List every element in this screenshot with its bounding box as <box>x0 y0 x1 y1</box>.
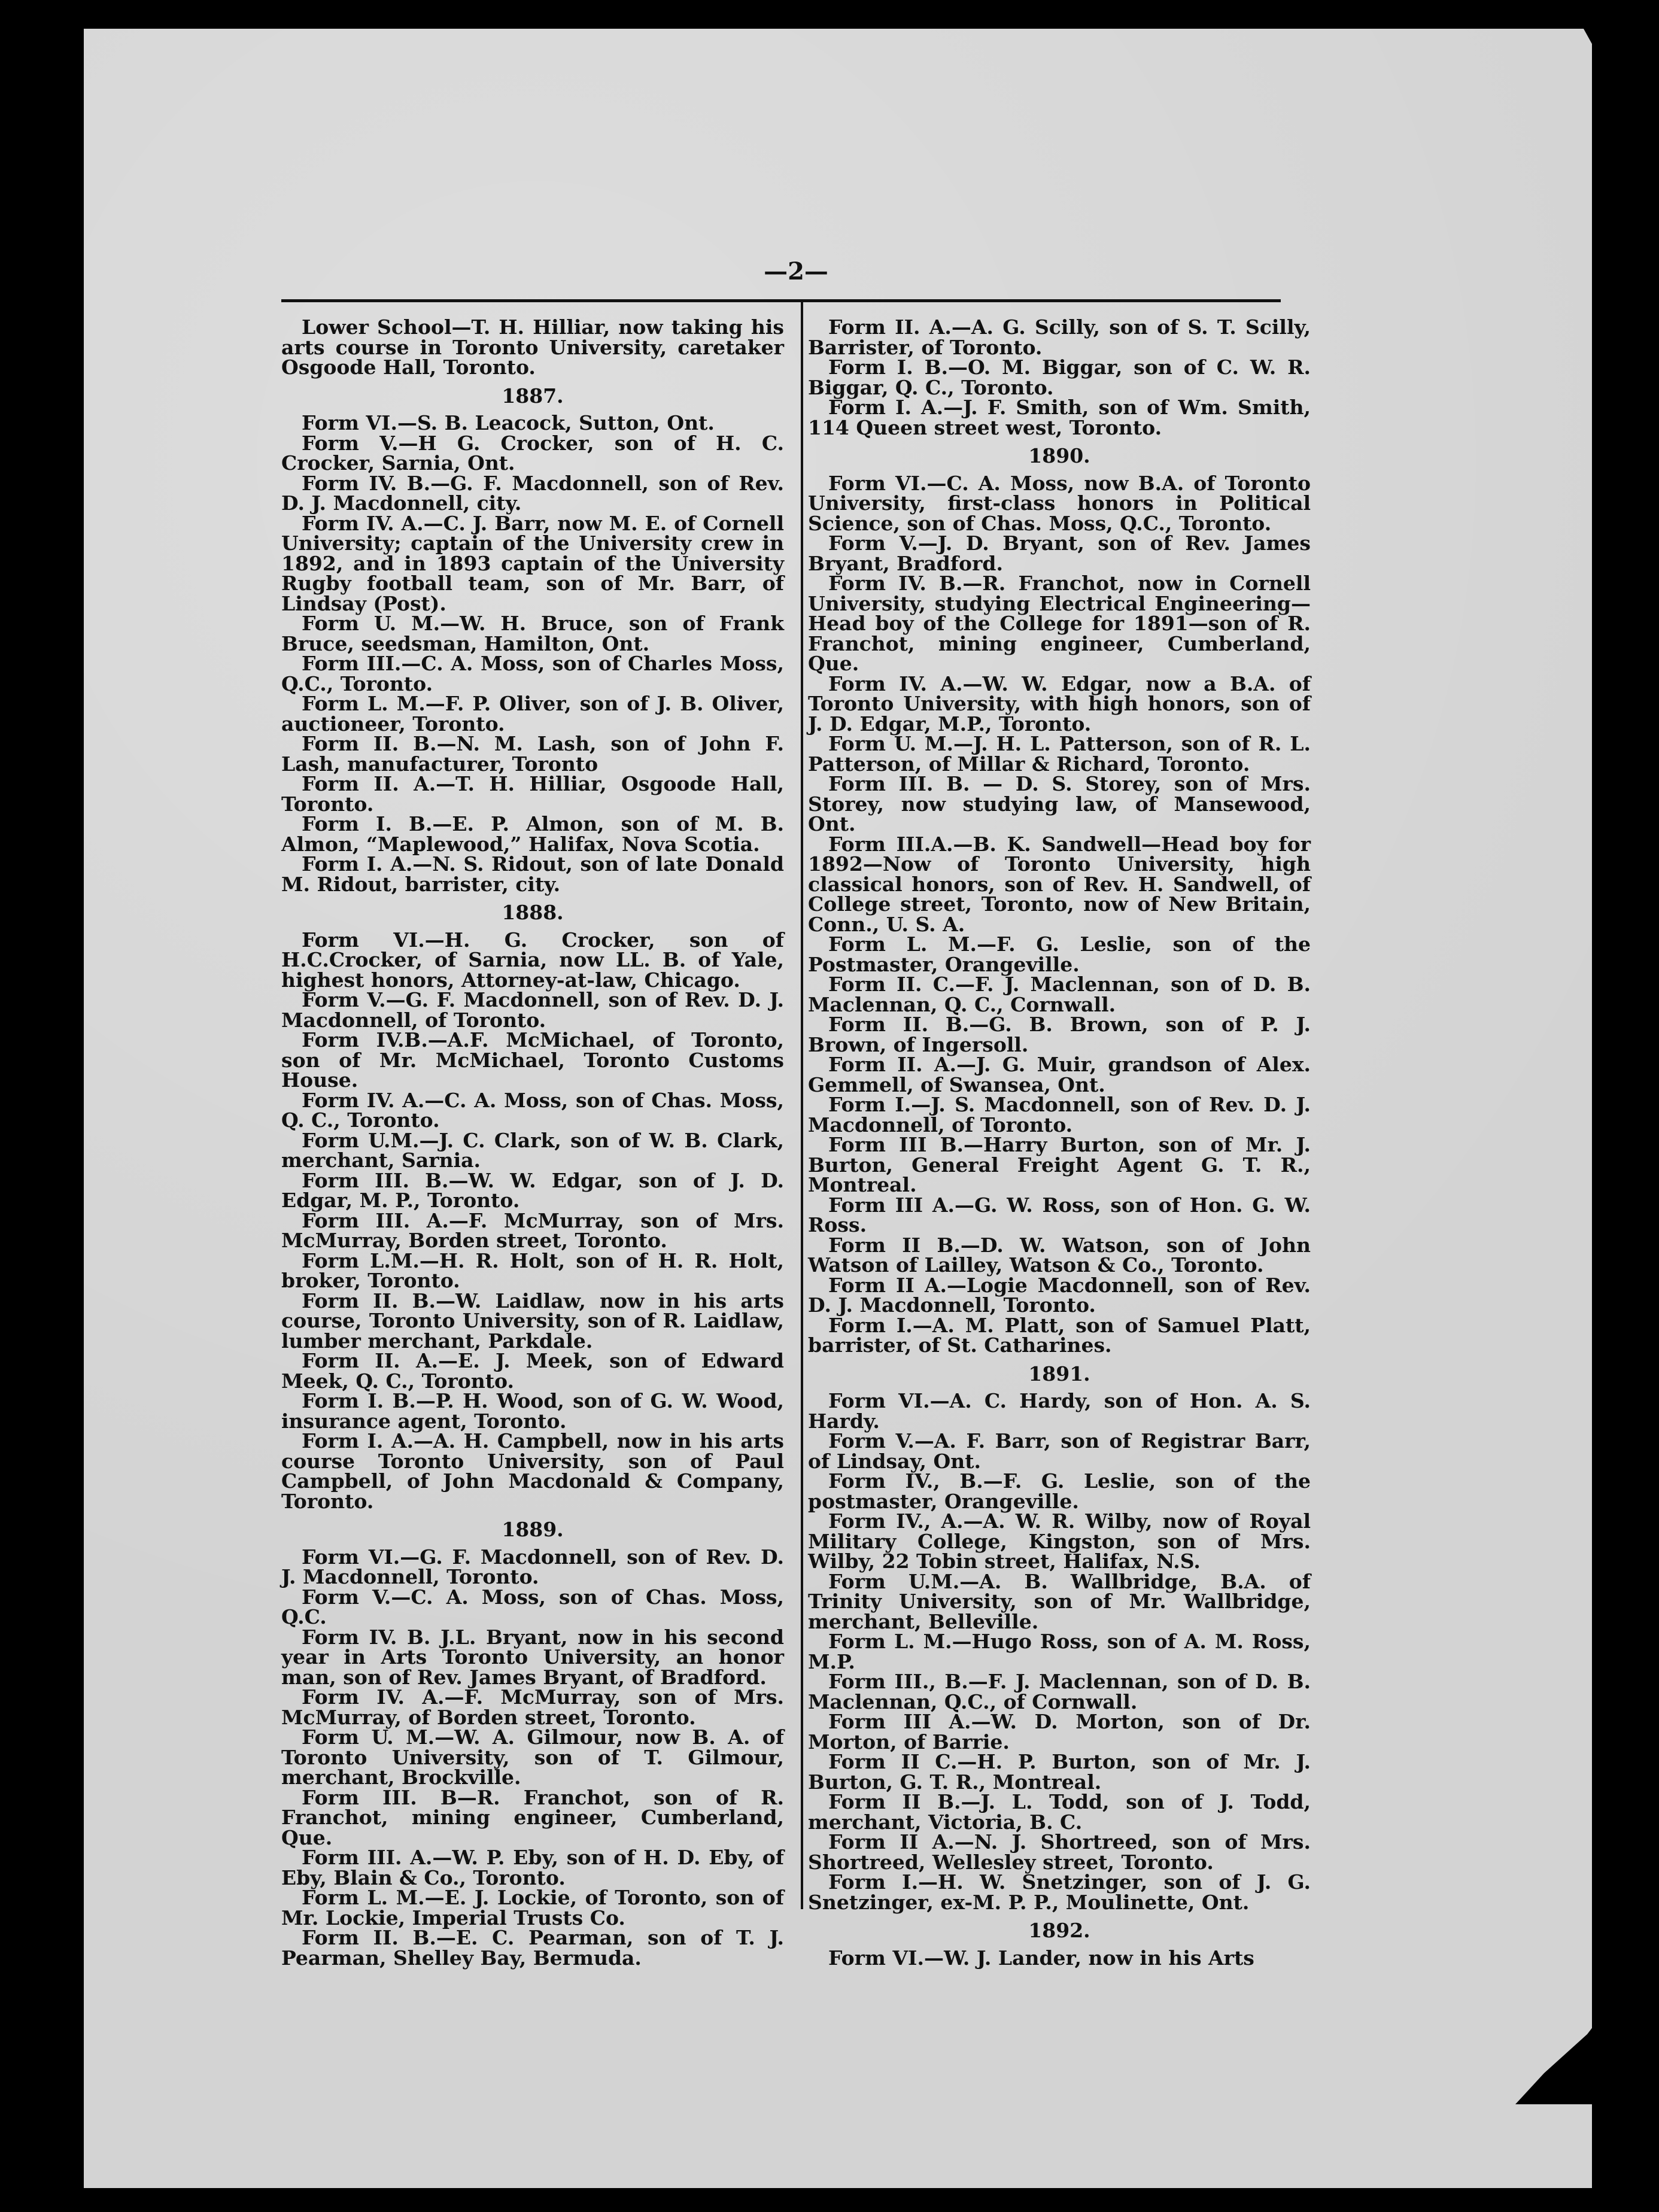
roll-entry: Form VI.—H. G. Crocker, son of H.C.Crocker, of Sarnia, now LL. B. of Yale, highest honors, Attorney-at-law, Chicago. <box>281 928 784 992</box>
header-rule <box>281 299 1281 302</box>
roll-entry: Form I. A.—J. F. Smith, son of Wm. Smith, 114 Queen street west, Toronto. <box>808 396 1311 439</box>
roll-entry: Form II B.—D. W. Watson, son of John Watson of Lailley, Watson & Co., Toronto. <box>808 1233 1311 1277</box>
roll-entry: Form U. M.—J. H. L. Patterson, son of R. L. Patterson, of Millar & Richard, Toronto. <box>808 732 1311 776</box>
roll-entry: Form III A.—G. W. Ross, son of Hon. G. W. Ross. <box>808 1193 1311 1236</box>
roll-entry: Form I. A.—A. H. Campbell, now in his arts course Toronto University, son of Paul Campbell, of John Macdonald & Company, Toronto. <box>281 1429 784 1513</box>
roll-entry: Form V.—C. A. Moss, son of Chas. Moss, Q.C. <box>281 1585 784 1628</box>
roll-entry: Form II B.—J. L. Todd, son of J. Todd, merchant, Victoria, B. C. <box>808 1790 1311 1834</box>
roll-entry: Form V.—A. F. Barr, son of Registrar Barr, of Lindsay, Ont. <box>808 1429 1311 1473</box>
roll-entry: Form II A.—N. J. Shortreed, son of Mrs. Shortreed, Wellesley street, Toronto. <box>808 1830 1311 1874</box>
year-heading: 1889. <box>502 1518 564 1541</box>
roll-entry: Form V.—J. D. Bryant, son of Rev. James Bryant, Bradford. <box>808 531 1311 575</box>
roll-entry: Form IV.B.—A.F. McMichael, of Toronto, son of Mr. McMichael, Toronto Customs House. <box>281 1028 784 1092</box>
roll-entry: Form IV. B.—G. F. Macdonnell, son of Rev. D. J. Macdonnell, city. <box>281 471 784 515</box>
roll-entry: Form U. M.—W. A. Gilmour, now B. A. of Toronto University, son of T. Gilmour, merchant, Brockville. <box>281 1725 784 1789</box>
roll-entry: Form III. A.—F. McMurray, son of Mrs. McMurray, Borden street, Toronto. <box>281 1208 784 1252</box>
roll-entry: Form III. B. — D. S. Storey, son of Mrs. Storey, now studying law, of Mansewood, Ont. <box>808 772 1311 835</box>
roll-entry: Form U.M.—J. C. Clark, son of W. B. Clark, merchant, Sarnia. <box>281 1128 784 1172</box>
roll-entry: Form IV. A.—C. A. Moss, son of Chas. Moss, Q. C., Toronto. <box>281 1088 784 1132</box>
roll-entry: Form III. B.—W. W. Edgar, son of J. D. Edgar, M. P., Toronto. <box>281 1168 784 1212</box>
year-heading: 1887. <box>502 384 564 408</box>
roll-entry: Form V.—H G. Crocker, son of H. C. Crocker, Sarnia, Ont. <box>281 431 784 475</box>
roll-entry: Form III B.—Harry Burton, son of Mr. J. Burton, General Freight Agent G. T. R., Montreal. <box>808 1133 1311 1196</box>
roll-entry: Form III., B.—F. J. Maclennan, son of D. B. Maclennan, Q.C., of Cornwall. <box>808 1670 1311 1713</box>
roll-entry: Form I.—J. S. Macdonnell, son of Rev. D. J. Macdonnell, of Toronto. <box>808 1093 1311 1137</box>
roll-entry: Form III A.—W. D. Morton, son of Dr. Morton, of Barrie. <box>808 1710 1311 1754</box>
roll-entry: Form IV., A.—A. W. R. Wilby, now of Royal Military College, Kingston, son of Mrs. Wilby, 22 Tobin street, Halifax, N.S. <box>808 1509 1311 1573</box>
year-heading: 1890. <box>1028 444 1090 467</box>
roll-entry: Form I.—A. M. Platt, son of Samuel Platt, barrister, of St. Catharines. <box>808 1313 1311 1357</box>
roll-entry: Form II. A.—E. J. Meek, son of Edward Meek, Q. C., Toronto. <box>281 1349 784 1393</box>
roll-entry: Form IV., B.—F. G. Leslie, son of the postmaster, Orangeville. <box>808 1469 1311 1513</box>
roll-entry: Form IV. B.—R. Franchot, now in Cornell University, studying Electrical Engineering—Head boy of the College for 1891—son of R. Franchot, mining engineer, Cumberland, Que. <box>808 572 1311 675</box>
year-heading: 1892. <box>1028 1919 1090 1942</box>
roll-entry: Form II. A.—A. G. Scilly, son of S. T. Scilly, Barrister, of Toronto. <box>808 315 1311 359</box>
roll-entry: Form II. C.—F. J. Maclennan, son of D. B. Maclennan, Q. C., Cornwall. <box>808 973 1311 1016</box>
roll-entry: Form L. M.—Hugo Ross, son of A. M. Ross, M.P. <box>808 1630 1311 1673</box>
roll-entry: Form U. M.—W. H. Bruce, son of Frank Bruce, seedsman, Hamilton, Ont. <box>281 612 784 655</box>
column-divider <box>801 302 803 1909</box>
roll-entry: Form II. A.—T. H. Hilliar, Osgoode Hall, Toronto. <box>281 772 784 816</box>
roll-entry: Form III.—C. A. Moss, son of Charles Moss, Q.C., Toronto. <box>281 652 784 695</box>
roll-entry: Form I. B.—E. P. Almon, son of M. B. Almon, “Maplewood,” Halifax, Nova Scotia. <box>281 812 784 856</box>
roll-entry: Form IV. B. J.L. Bryant, now in his second year in Arts Toronto University, an honor man, son of Rev. James Bryant, of Bradford. <box>281 1625 784 1689</box>
roll-entry: Form L. M.—F. G. Leslie, son of the Postmaster, Orangeville. <box>808 932 1311 976</box>
roll-entry: Form I. B.—O. M. Biggar, son of C. W. R. Biggar, Q. C., Toronto. <box>808 356 1311 399</box>
roll-entry: Form II. B.—W. Laidlaw, now in his arts course, Toronto University, son of R. Laidlaw, lumber merchant, Parkdale. <box>281 1289 784 1353</box>
roll-entry: Form IV. A.—C. J. Barr, now M. E. of Cornell University; captain of the University crew in 1892, and in 1893 captain of the University Rugby football team, son of Mr. Barr, of Lindsay (Post). <box>281 511 784 615</box>
roll-entry: Form II A.—Logie Macdonnell, son of Rev. D. J. Macdonnell, Toronto. <box>808 1273 1311 1317</box>
roll-entry: Form VI.—C. A. Moss, now B.A. of Toronto University, first-class honors in Political Science, son of Chas. Moss, Q.C., Toronto. <box>808 471 1311 535</box>
roll-entry: Form V.—G. F. Macdonnell, son of Rev. D. J. Macdonnell, of Toronto. <box>281 988 784 1032</box>
roll-entry: Form IV. A.—W. W. Edgar, now a B.A. of Toronto University, with high honors, son of J. D. Edgar, M.P., Toronto. <box>808 672 1311 736</box>
right-column <box>808 317 1311 1968</box>
roll-entry: Form VI.—A. C. Hardy, son of Hon. A. S. Hardy. <box>808 1389 1311 1433</box>
page-number: —2— <box>764 257 828 285</box>
roll-entry: Form L. M.—E. J. Lockie, of Toronto, son of Mr. Lockie, Imperial Trusts Co. <box>281 1886 784 1930</box>
roll-entry: Form II. A.—J. G. Muir, grandson of Alex. Gemmell, of Swansea, Ont. <box>808 1053 1311 1096</box>
roll-entry: Form II. B.—N. M. Lash, son of John F. Lash, manufacturer, Toronto <box>281 732 784 776</box>
roll-entry: Form II. B.—G. B. Brown, son of P. J. Brown, of Ingersoll. <box>808 1013 1311 1056</box>
year-heading: 1888. <box>502 901 564 924</box>
roll-entry: Form III. B—R. Franchot, son of R. Franchot, mining engineer, Cumberland, Que. <box>281 1785 784 1849</box>
roll-entry: Form II. B.—E. C. Pearman, son of T. J. Pearman, Shelley Bay, Bermuda. <box>281 1926 784 1970</box>
roll-entry: Form L. M.—F. P. Oliver, son of J. B. Oliver, auctioneer, Toronto. <box>281 692 784 736</box>
roll-entry: Form I.—H. W. Snetzinger, son of J. G. Snetzinger, ex-M. P. P., Moulinette, Ont. <box>808 1870 1311 1914</box>
roll-entry: Form VI.—G. F. Macdonnell, son of Rev. D. J. Macdonnell, Toronto. <box>281 1545 784 1588</box>
roll-entry: Form III. A.—W. P. Eby, son of H. D. Eby, of Eby, Blain & Co., Toronto. <box>281 1846 784 1889</box>
roll-entry: Form I. B.—P. H. Wood, son of G. W. Wood, insurance agent, Toronto. <box>281 1389 784 1433</box>
roll-entry: Form VI.—S. B. Leacock, Sutton, Ont. <box>302 411 715 434</box>
year-heading: 1891. <box>1028 1362 1090 1385</box>
roll-entry: Form U.M.—A. B. Wallbridge, B.A. of Trinity University, son of Mr. Wallbridge, merchant, Belleville. <box>808 1569 1311 1633</box>
roll-entry: Form L.M.—H. R. Holt, son of H. R. Holt, broker, Toronto. <box>281 1248 784 1292</box>
roll-entry: Form IV. A.—F. McMurray, son of Mrs. McMurray, of Borden street, Toronto. <box>281 1685 784 1729</box>
roll-entry: Form II C.—H. P. Burton, son of Mr. J. Burton, G. T. R., Montreal. <box>808 1750 1311 1794</box>
left-column <box>281 317 784 1968</box>
roll-entry: Form VI.—W. J. Lander, now in his Arts <box>828 1946 1254 1970</box>
roll-entry: Form III.A.—B. K. Sandwell—Head boy for 1892—Now of Toronto University, high classical honors, son of Rev. H. Sandwell, of College street, Toronto, now of New Britain, Conn., U. S. A. <box>808 832 1311 936</box>
roll-entry: Form I. A.—N. S. Ridout, son of late Donald M. Ridout, barrister, city. <box>281 852 784 896</box>
roll-entry: Lower School—T. H. Hilliar, now taking his arts course in Toronto University, caretaker Osgoode Hall, Toronto. <box>281 315 784 379</box>
